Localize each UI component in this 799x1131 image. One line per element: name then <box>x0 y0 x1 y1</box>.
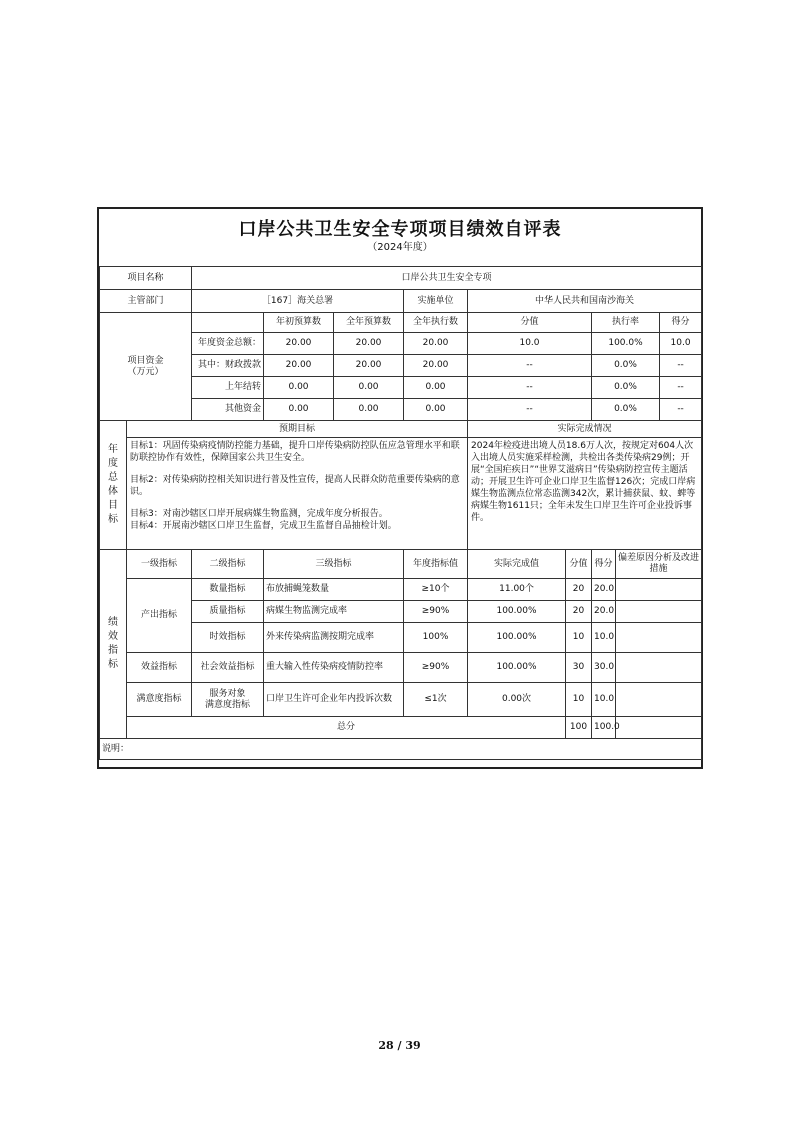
perf-actual: 100.00% <box>468 623 566 653</box>
funds-cell: -- <box>660 355 702 377</box>
funds-header-row <box>100 313 702 333</box>
self-evaluation-form <box>97 207 703 769</box>
funds-cell: 0.0% <box>592 377 660 399</box>
implementing-unit-label: 实施单位 <box>404 290 468 313</box>
funds-cell: 0.00 <box>334 399 404 421</box>
funds-cell: -- <box>468 377 592 399</box>
perf-target: 100% <box>404 623 468 653</box>
funds-cell: 10.0 <box>660 333 702 355</box>
funds-cell: 0.00 <box>404 377 468 399</box>
funds-cell: 20.00 <box>334 333 404 355</box>
department-value: ［167］海关总署 <box>192 290 404 313</box>
remark-row <box>100 739 702 760</box>
evaluation-table <box>99 266 702 760</box>
perf-deviation <box>616 623 702 653</box>
total-value: 100 <box>566 717 592 739</box>
funds-cell: 0.00 <box>404 399 468 421</box>
goal-item: 目标4：开展南沙辖区口岸卫生监督，完成卫生监督自品抽检计划。 <box>130 521 397 531</box>
perf-level2: 服务对象 满意度指标 <box>192 683 264 717</box>
funds-header-executed: 全年执行数 <box>404 313 468 333</box>
goals-header-row <box>100 421 702 438</box>
funds-header-score: 得分 <box>660 313 702 333</box>
perf-score: 20.0 <box>592 579 616 601</box>
perf-deviation <box>616 683 702 717</box>
goal-item: 目标1：巩固传染病疫情防控能力基础，提升口岸传染病防控队伍应急管理水平和联防联控协作有效性，保障国家公共卫生安全。 <box>130 441 460 463</box>
perf-level2: 数量指标 <box>192 579 264 601</box>
goals-label: 年 度 总 体 目 标 <box>100 421 127 550</box>
performance-row <box>100 579 702 601</box>
perf-header-deviation: 偏差原因分析及改进措施 <box>616 550 702 579</box>
goal-item: 目标3：对南沙辖区口岸开展病媒生物监测，完成年度分析报告。 <box>130 509 388 519</box>
perf-level3: 口岸卫生许可企业年内投诉次数 <box>264 683 404 717</box>
total-label: 总分 <box>127 717 566 739</box>
project-name-row <box>100 267 702 290</box>
perf-score-value: 20 <box>566 601 592 623</box>
perf-target: ≥10个 <box>404 579 468 601</box>
expected-goals-header: 预期目标 <box>127 421 468 438</box>
perf-deviation <box>616 653 702 683</box>
funds-row-label: 上年结转 <box>192 377 264 399</box>
perf-level3: 外来传染病监测按期完成率 <box>264 623 404 653</box>
implementing-unit-value: 中华人民共和国南沙海关 <box>468 290 702 313</box>
funds-header-blank <box>192 313 264 333</box>
perf-score: 30.0 <box>592 653 616 683</box>
department-row <box>100 290 702 313</box>
performance-header-row <box>100 550 702 579</box>
perf-actual: 100.00% <box>468 653 566 683</box>
goal-item: 目标2：对传染病防控相关知识进行普及性宣传，提高人民群众防范重要传染病的意识。 <box>130 475 460 497</box>
funds-cell: -- <box>468 355 592 377</box>
perf-level2: 时效指标 <box>192 623 264 653</box>
perf-score: 10.0 <box>592 683 616 717</box>
goals-row <box>100 438 702 550</box>
perf-header-score-value: 分值 <box>566 550 592 579</box>
funds-cell: -- <box>468 399 592 421</box>
funds-label: 项目资金 （万元） <box>100 313 192 421</box>
page-number: 28 / 39 <box>378 1039 421 1052</box>
total-deviation <box>616 717 702 739</box>
funds-header-rate: 执行率 <box>592 313 660 333</box>
funds-cell: 100.0% <box>592 333 660 355</box>
actual-completion-header: 实际完成情况 <box>468 421 702 438</box>
funds-row-label: 其他资金 <box>192 399 264 421</box>
funds-cell: 0.00 <box>334 377 404 399</box>
perf-deviation <box>616 601 702 623</box>
satisfaction-indicator-label: 满意度指标 <box>127 683 192 717</box>
form-subtitle: （2024年度） <box>367 242 433 253</box>
performance-row <box>100 683 702 717</box>
performance-label: 绩 效 指 标 <box>100 550 127 739</box>
perf-header-score: 得分 <box>592 550 616 579</box>
funds-cell: 0.0% <box>592 355 660 377</box>
perf-level2: 社会效益指标 <box>192 653 264 683</box>
perf-score: 20.0 <box>592 601 616 623</box>
perf-header-level1: 一级指标 <box>127 550 192 579</box>
funds-header-annual: 全年预算数 <box>334 313 404 333</box>
funds-cell: -- <box>660 377 702 399</box>
perf-header-level2: 二级指标 <box>192 550 264 579</box>
perf-actual: 100.00% <box>468 601 566 623</box>
effect-indicator-label: 效益指标 <box>127 653 192 683</box>
expected-goals <box>127 438 468 550</box>
funds-cell: 0.0% <box>592 399 660 421</box>
perf-level3: 布放捕蝇笼数量 <box>264 579 404 601</box>
perf-score-value: 30 <box>566 653 592 683</box>
funds-cell: 20.00 <box>334 355 404 377</box>
perf-target: ≤1次 <box>404 683 468 717</box>
total-score: 100.0 <box>592 717 616 739</box>
funds-cell: 10.0 <box>468 333 592 355</box>
perf-score-value: 10 <box>566 683 592 717</box>
funds-header-initial: 年初预算数 <box>264 313 334 333</box>
perf-level2: 质量指标 <box>192 601 264 623</box>
funds-row-label: 年度资金总额： <box>192 333 264 355</box>
perf-level3: 病媒生物监测完成率 <box>264 601 404 623</box>
department-label: 主管部门 <box>100 290 192 313</box>
perf-score-value: 10 <box>566 623 592 653</box>
perf-score: 10.0 <box>592 623 616 653</box>
project-name-value: 口岸公共卫生安全专项 <box>192 267 702 290</box>
total-row <box>100 717 702 739</box>
remark-label: 说明： <box>100 739 702 760</box>
funds-cell: 20.00 <box>264 333 334 355</box>
perf-header-actual: 实际完成值 <box>468 550 566 579</box>
perf-actual: 11.00个 <box>468 579 566 601</box>
output-indicator-label: 产出指标 <box>127 579 192 653</box>
funds-cell: 0.00 <box>264 377 334 399</box>
actual-completion: 2024年检疫进出境人员18.6万人次，按规定对604人次入出境人员实施采样检测，共检出各类传染病29例；开展“全国疟疾日”“世界艾滋病日”传染病防控宣传主题活动；开展卫生许可企业口岸卫生监督126次；完成口岸病媒生物监测点位常态监测342次，累计捕获鼠、蚊、蜱等病媒生物1611只；全年未发生口岸卫生许可企业投诉事件。 <box>468 438 702 550</box>
funds-cell: 20.00 <box>404 333 468 355</box>
perf-target: ≥90% <box>404 601 468 623</box>
project-name-label: 项目名称 <box>100 267 192 290</box>
funds-cell: 20.00 <box>264 355 334 377</box>
performance-row <box>100 653 702 683</box>
perf-actual: 0.00次 <box>468 683 566 717</box>
funds-cell: -- <box>660 399 702 421</box>
funds-cell: 0.00 <box>264 399 334 421</box>
perf-level3: 重大输入性传染病疫情防控率 <box>264 653 404 683</box>
perf-deviation <box>616 579 702 601</box>
perf-score-value: 20 <box>566 579 592 601</box>
funds-header-score-value: 分值 <box>468 313 592 333</box>
funds-row-label: 其中：财政拨款 <box>192 355 264 377</box>
perf-target: ≥90% <box>404 653 468 683</box>
funds-cell: 20.00 <box>404 355 468 377</box>
perf-header-level3: 三级指标 <box>264 550 404 579</box>
perf-header-target: 年度指标值 <box>404 550 468 579</box>
form-title: 口岸公共卫生安全专项项目绩效自评表 <box>238 219 562 240</box>
